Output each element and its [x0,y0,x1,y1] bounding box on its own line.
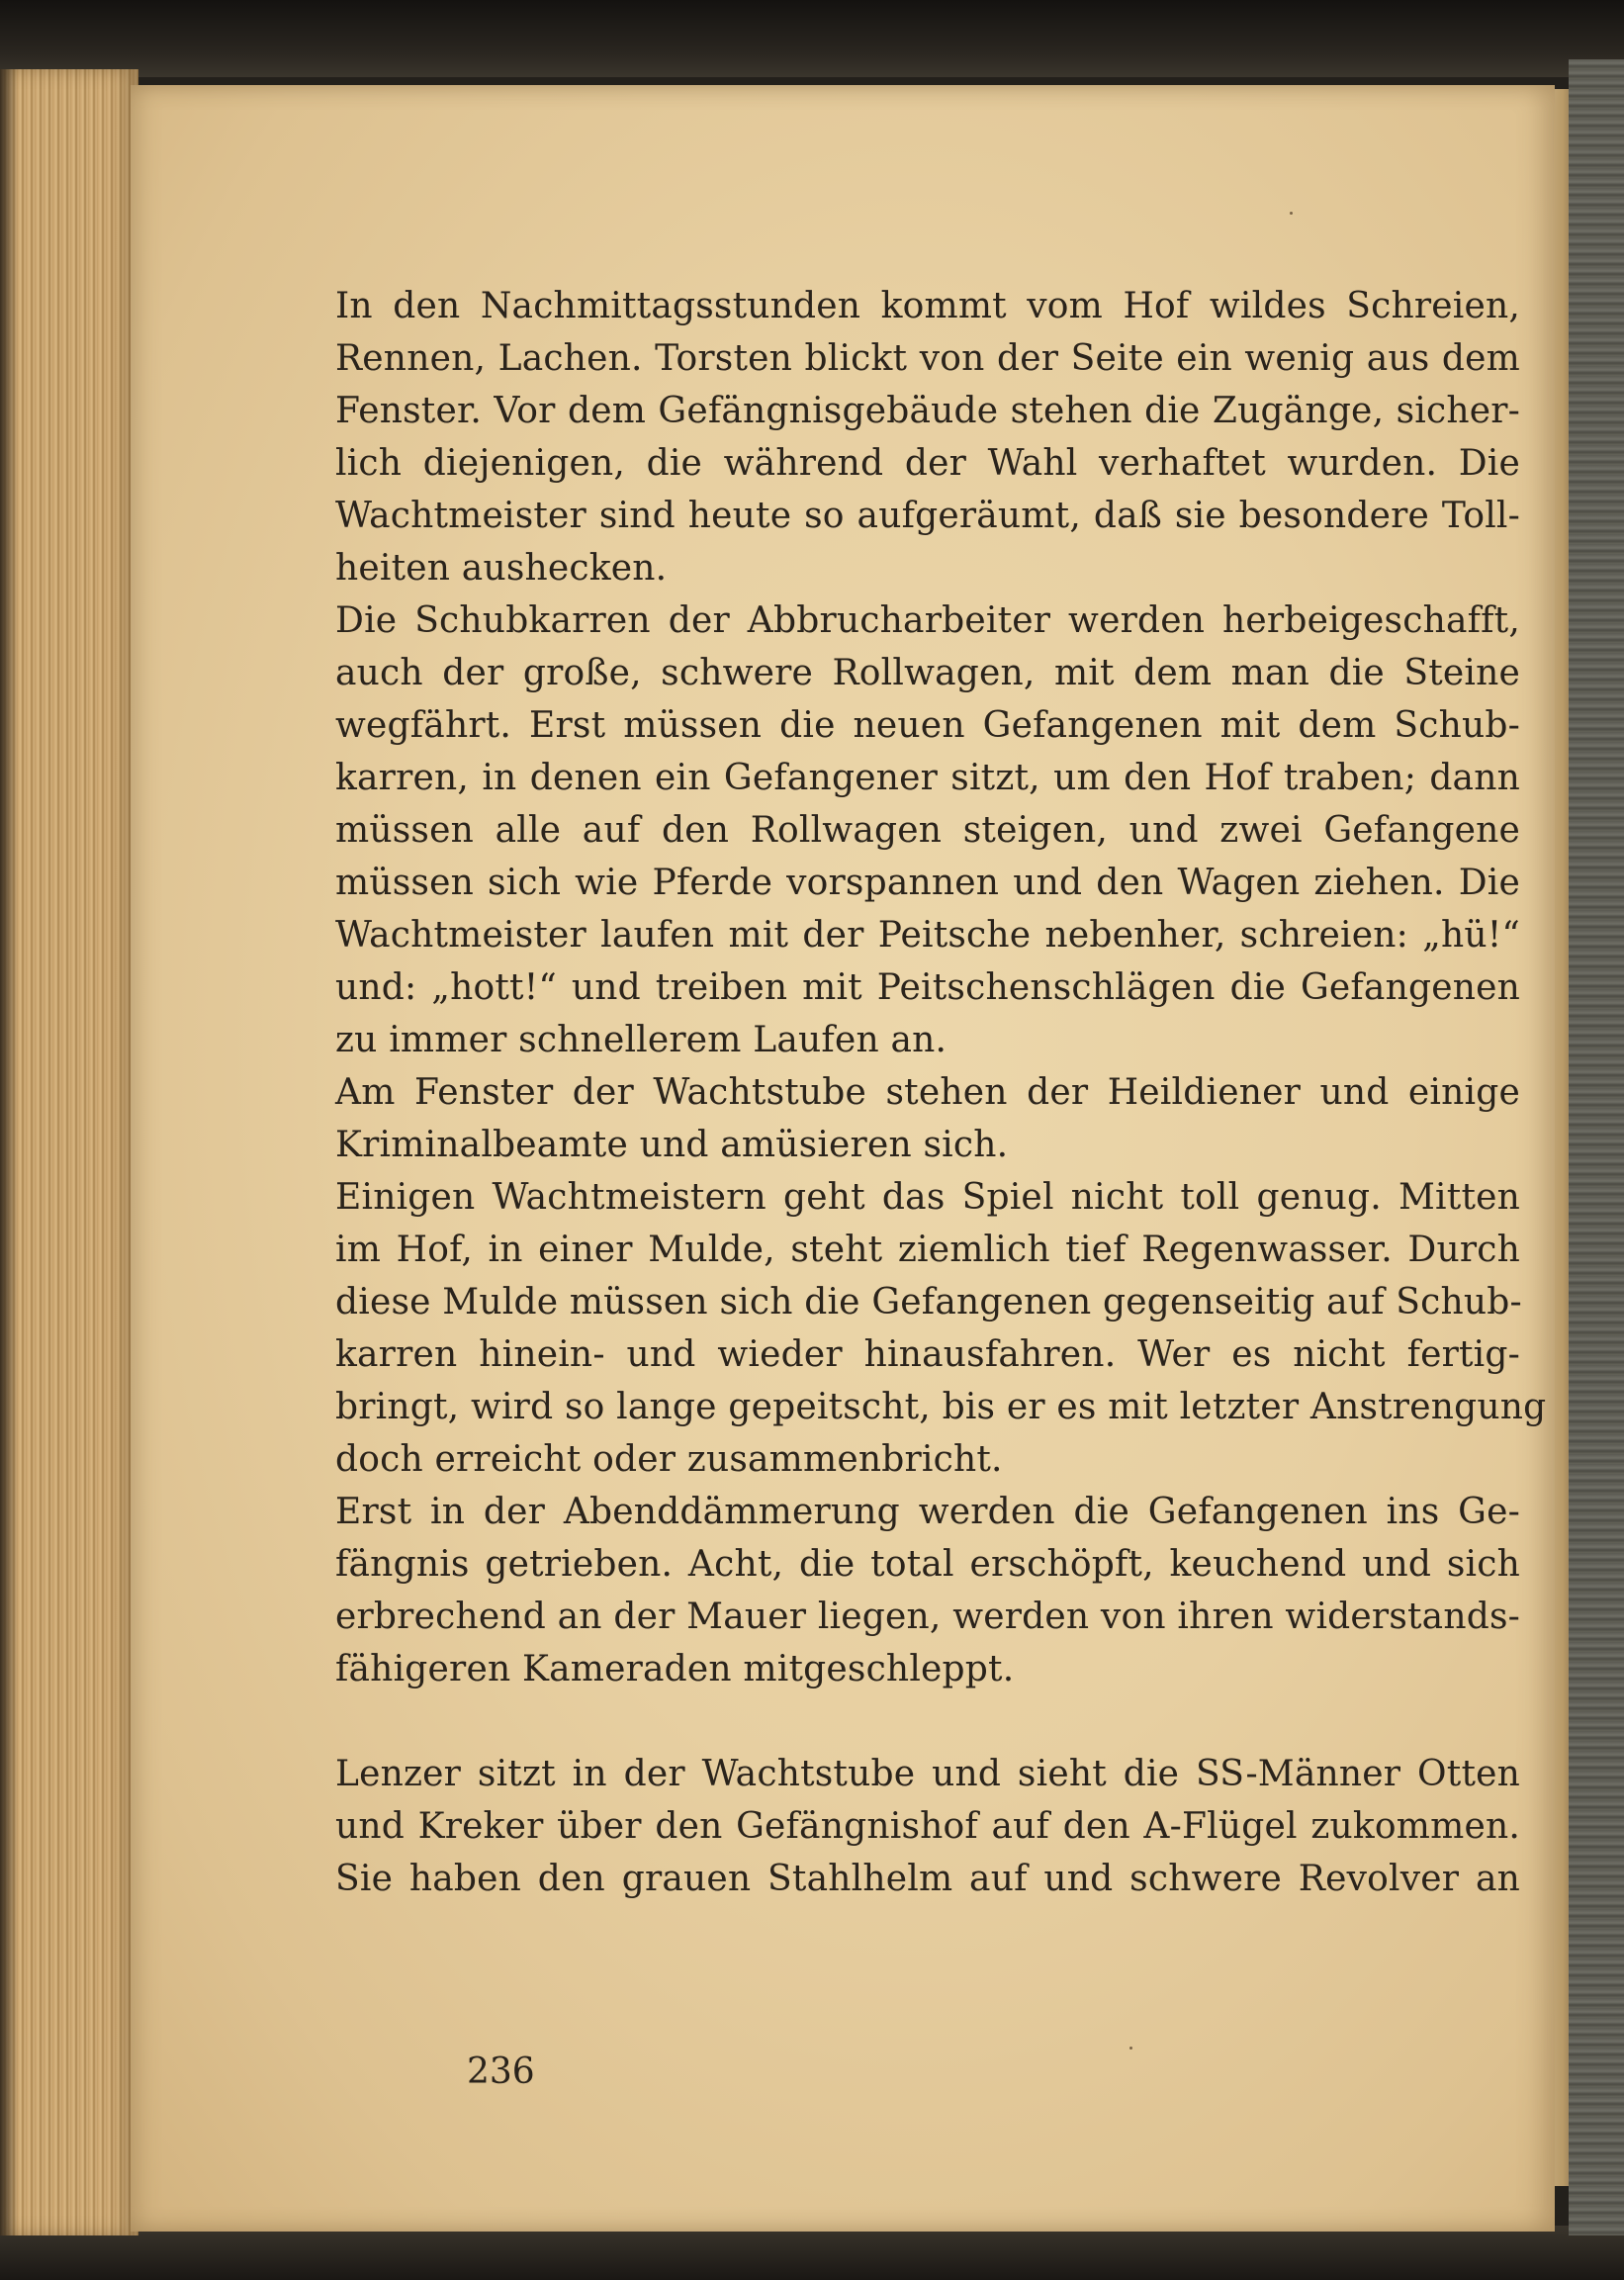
text-line: Am Fenster der Wachtstube stehen der Heildiener und einige [335,1072,1520,1113]
section-break [335,1695,1520,1748]
book-page [131,85,1555,2232]
text-line: karren, in denen ein Gefangener sitzt, um den Hof traben; dann [335,758,1520,798]
text-line: und Kreker über den Gefängnishof auf den A-Flügel zukommen. [335,1806,1520,1847]
page-body-text [335,280,1547,1905]
page-edges-shadow [0,69,18,2235]
text-line: wegfährt. Erst müssen die neuen Gefangenen mit dem Schub- [335,705,1520,746]
text-line: Erst in der Abenddämmerung werden die Gefangenen ins Ge- [335,1492,1520,1532]
text-line: Wachtmeister sind heute so aufgeräumt, daß sie besondere Toll- [335,496,1520,536]
book-binding-right [1569,59,1624,2235]
text-line: müssen sich wie Pferde vorspannen und den Wagen ziehen. Die [335,863,1520,903]
text-line: Fenster. Vor dem Gefängnisgebäude stehen die Zugänge, sicher- [335,391,1520,431]
text-line: fängnis getrieben. Acht, die total erschöpft, keuchend und sich [335,1544,1520,1585]
text-line: In den Nachmittagsstunden kommt vom Hof wildes Schreien, [335,286,1520,326]
text-line: fähigeren Kameraden mitgeschleppt. [335,1649,1015,1689]
text-line: Sie haben den grauen Stahlhelm auf und schwere Revolver an [335,1859,1520,1899]
text-line: Kriminalbeamte und amüsieren sich. [335,1125,1009,1165]
text-line: bringt, wird so lange gepeitscht, bis er es mit letzter Anstrengung [335,1387,1547,1427]
page-edges [0,69,138,2235]
paper-speck [1129,2047,1132,2050]
book-cover-top [0,0,1624,77]
book-cover-bottom [0,2226,1624,2280]
text-line: erbrechend an der Mauer liegen, werden von ihren widerstands- [335,1596,1520,1637]
text-line: karren hinein- und wieder hinausfahren. Wer es nicht fertig- [335,1334,1520,1375]
text-line: doch erreicht oder zusammenbricht. [335,1439,1003,1480]
text-line: Rennen, Lachen. Torsten blickt von der Seite ein wenig aus dem [335,338,1520,379]
paper-speck [1290,212,1293,215]
text-line: und: „hott!“ und treiben mit Peitschenschlägen die Gefangenen [335,967,1520,1008]
text-line: Einigen Wachtmeistern geht das Spiel nicht toll genug. Mitten [335,1177,1520,1218]
text-line: Lenzer sitzt in der Wachtstube und sieht die SS-Männer Otten [335,1754,1520,1794]
text-line: Die Schubkarren der Abbrucharbeiter werden herbeigeschafft, [335,600,1520,641]
page-number: 236 [467,2052,535,2092]
text-line: lich diejenigen, die während der Wahl verhaftet wurden. Die [335,443,1520,484]
text-line: diese Mulde müssen sich die Gefangenen gegenseitig auf Schub- [335,1282,1522,1322]
text-line: Wachtmeister laufen mit der Peitsche nebenher, schreien: „hü!“ [335,915,1520,956]
text-line: heiten aushecken. [335,548,668,589]
text-line: im Hof, in einer Mulde, steht ziemlich tief Regenwasser. Durch [335,1230,1520,1270]
text-line: müssen alle auf den Rollwagen steigen, und zwei Gefangene [335,810,1520,851]
text-line: auch der große, schwere Rollwagen, mit dem man die Steine [335,653,1520,693]
text-line: zu immer schnellerem Laufen an. [335,1020,947,1060]
